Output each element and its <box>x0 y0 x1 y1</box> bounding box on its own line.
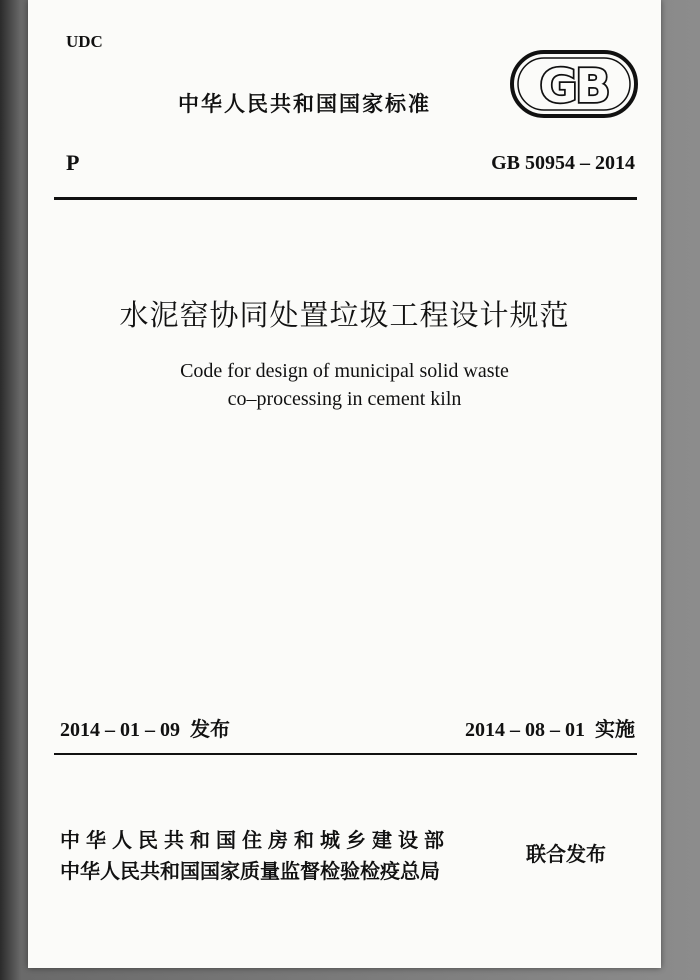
joint-issue-label: 联合发布 <box>526 842 606 866</box>
top-divider <box>54 197 637 200</box>
udc-label: UDC <box>66 32 103 51</box>
implement-date-row <box>465 713 635 742</box>
issue-date-row <box>60 713 230 742</box>
classification-code: P <box>66 150 80 175</box>
implement-label: 实施 <box>595 717 635 741</box>
issue-date: 2014 – 01 – 09 <box>60 719 180 741</box>
document-page <box>28 0 661 968</box>
gb-logo <box>510 50 638 118</box>
bottom-divider <box>54 753 637 755</box>
standard-number: GB 50954 – 2014 <box>491 152 635 174</box>
implement-date: 2014 – 08 – 01 <box>465 719 585 741</box>
english-title-line2: co–processing in cement kiln <box>227 388 462 410</box>
chinese-title: 水泥窑协同处置垃圾工程设计规范 <box>119 298 570 332</box>
issue-label: 发布 <box>190 717 230 741</box>
english-title-line1: Code for design of municipal solid waste <box>180 360 509 382</box>
gb-logo-text: GB <box>539 59 609 113</box>
issuer-line1: 中华人民共和国住房和城乡建设部 <box>60 828 450 852</box>
issuer-line2: 中华人民共和国国家质量监督检验检疫总局 <box>60 859 440 883</box>
category-title: 中华人民共和国国家标准 <box>178 92 431 116</box>
